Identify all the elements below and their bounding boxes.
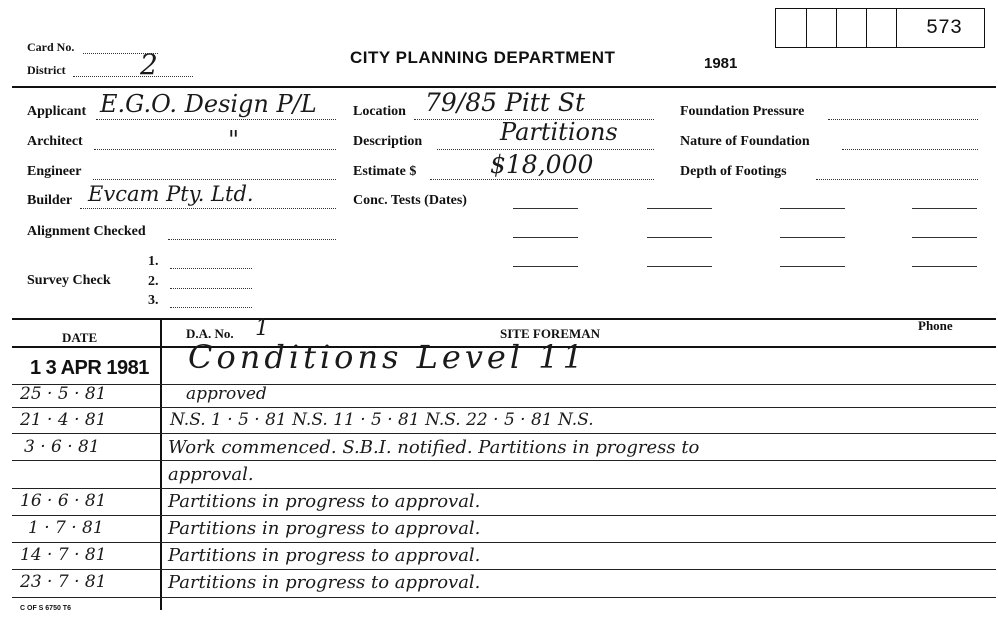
file-number-cell	[806, 9, 837, 47]
description-label: Description	[353, 134, 423, 149]
applicant-label: Applicant	[27, 104, 87, 119]
row-entry: Partitions in progress to approval.	[168, 572, 481, 593]
conc-tests-label: Conc. Tests (Dates)	[353, 193, 467, 208]
conditions-entry: Conditions Level 11	[188, 338, 587, 376]
row-date: 25 · 5 · 81	[20, 384, 107, 404]
row-entry: Partitions in progress to approval.	[168, 545, 481, 566]
da-no-header: D.A. No.	[186, 326, 234, 341]
location-label: Location	[353, 104, 406, 119]
file-number-box	[775, 8, 985, 48]
page-title: CITY PLANNING DEPARTMENT	[350, 48, 616, 67]
location-value: 79/85 Pitt St	[425, 88, 586, 117]
district-label: District	[27, 63, 66, 77]
survey-2-label: 2.	[148, 274, 159, 289]
builder-value: Evcam Pty. Ltd.	[88, 182, 254, 206]
nature-of-foundation-label: Nature of Foundation	[680, 134, 810, 149]
architect-label: Architect	[27, 134, 83, 149]
date-stamp: 1 3 APR 1981	[30, 357, 149, 379]
row-date: 16 · 6 · 81	[20, 491, 107, 511]
da-no-value: 1	[255, 316, 269, 341]
form-code: C OF S 6750 T6	[20, 605, 71, 612]
row-date: 14 · 7 · 81	[20, 545, 107, 565]
row-date: 3 · 6 · 81	[24, 437, 100, 457]
row-date: 21 · 4 · 81	[20, 410, 107, 430]
date-column-header: DATE	[62, 330, 98, 345]
year: 1981	[704, 55, 738, 72]
file-number-cell	[776, 9, 807, 47]
site-foreman-header: SITE FOREMAN	[500, 326, 601, 341]
row-date: 1 · 7 · 81	[28, 518, 104, 538]
description-value: Partitions	[500, 118, 618, 146]
row-date: 23 · 7 · 81	[20, 572, 107, 592]
architect-value: "	[228, 126, 240, 154]
phone-header: Phone	[918, 318, 953, 333]
engineer-label: Engineer	[27, 164, 82, 179]
row-entry: N.S. 1 · 5 · 81 N.S. 11 · 5 · 81 N.S. 22 · 5 · 81 N.S.	[170, 410, 594, 430]
district-value: 2	[140, 48, 158, 81]
card-no-label: Card No.	[27, 40, 75, 54]
survey-1-label: 1.	[148, 254, 159, 269]
file-number-cell	[866, 9, 897, 47]
estimate-value: $18,000	[490, 150, 594, 179]
row-entry: Partitions in progress to approval.	[168, 518, 481, 539]
row-entry: Partitions in progress to approval.	[168, 491, 481, 512]
builder-label: Builder	[27, 193, 73, 208]
row-entry: approved	[186, 384, 267, 404]
row-entry: approval.	[168, 464, 254, 485]
row-entry: Work commenced. S.B.I. notified. Partitions in progress to	[168, 437, 700, 458]
survey-3-label: 3.	[148, 293, 159, 308]
alignment-label: Alignment Checked	[27, 224, 146, 239]
survey-check-label: Survey Check	[27, 273, 111, 288]
depth-of-footings-label: Depth of Footings	[680, 164, 787, 179]
file-number: 573	[926, 17, 963, 40]
foundation-pressure-label: Foundation Pressure	[680, 104, 805, 119]
file-number-cell	[836, 9, 867, 47]
applicant-value: E.G.O. Design P/L	[100, 90, 317, 118]
estimate-label: Estimate $	[353, 164, 417, 179]
